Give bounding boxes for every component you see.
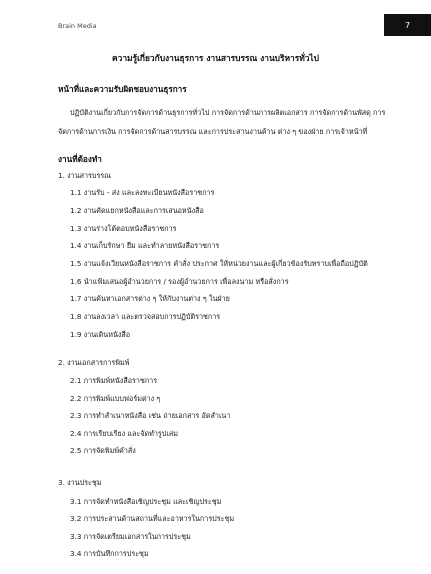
header-brand: Brain Media	[58, 22, 97, 30]
task-item: 1.9 งานเดินหนังสือ	[70, 330, 131, 339]
task-group-title: 2. งานเอกสารการพิมพ์	[58, 358, 130, 367]
page-title: ความรู้เกี่ยวกับงานธุรการ งานสารบรรณ งานบริหารทั่วไป	[112, 53, 319, 63]
task-item: 3.4 การบันทึกการประชุม	[70, 549, 149, 558]
task-group-title: 3. งานประชุม	[58, 478, 102, 487]
task-item: 3.2 การประสานด้านสถานที่และอาหารในการประชุม	[70, 514, 235, 523]
page-number-badge: 7	[384, 14, 431, 36]
responsibility-paragraph: ปฏิบัติงานเกี่ยวกับการจัดการด้านธุรการทั่วไป การจัดการด้านการผลิตเอกสาร การจัดการด้านพัสดุ การจัดการด้านการเงิน การจัดการด้านสารบรรณ และการประสานงานด้าน ต่าง ๆ ของฝ่าย การเจ้าหน้าที่	[58, 108, 386, 136]
task-group-title: 1. งานสารบรรณ	[58, 171, 111, 180]
responsibility-heading: หน้าที่และความรับผิดชอบงานธุรการ	[58, 84, 187, 94]
task-item: 2.2 การพิมพ์แบบฟอร์มต่าง ๆ	[70, 394, 161, 403]
task-item: 1.3 งานร่างโต้ตอบหนังสือราชการ	[70, 224, 177, 233]
task-item: 1.4 งานเก็บรักษา ยืม และทำลายหนังสือราชการ	[70, 241, 220, 250]
task-item: 3.1 การจัดทำหนังสือเชิญประชุม และเชิญประชุม	[70, 497, 222, 506]
task-item: 3.3 การจัดเตรียมเอกสารในการประชุม	[70, 532, 191, 541]
task-item: 1.6 นำแฟ้มเสนอผู้อำนวยการ / รองผู้อำนวยการ เพื่อลงนาม หรือสั่งการ	[70, 277, 289, 286]
task-item: 1.7 งานค้นหาเอกสารต่าง ๆ ให้กับงานต่าง ๆ ในฝ่าย	[70, 294, 230, 303]
task-item: 2.5 การจัดพิมพ์คำสั่ง	[70, 446, 136, 455]
tasks-heading: งานที่ต้องทำ	[58, 154, 102, 164]
task-item: 2.1 การพิมพ์หนังสือราชการ	[70, 376, 158, 385]
task-item: 2.3 การทำสำเนาหนังสือ เช่น ถ่ายเอกสาร อัดสำเนา	[70, 411, 231, 420]
task-item: 1.1 งานรับ - ส่ง และลงทะเบียนหนังสือราชการ	[70, 188, 215, 197]
task-item: 1.5 งานแจ้งเวียนหนังสือราชการ คำสั่ง ประกาศ ให้หน่วยงานและผู้เกี่ยวข้องรับทราบเพื่อถือปฏิบัติ	[70, 259, 368, 268]
task-item: 1.2 งานคัดแยกหนังสือและการเสนอหนังสือ	[70, 206, 204, 215]
task-item: 1.8 งานลงเวลา และตรวจสอบการปฏิบัติราชการ	[70, 312, 221, 321]
task-item: 2.4 การเรียบเรียง และจัดทำรูปเล่ม	[70, 429, 178, 438]
